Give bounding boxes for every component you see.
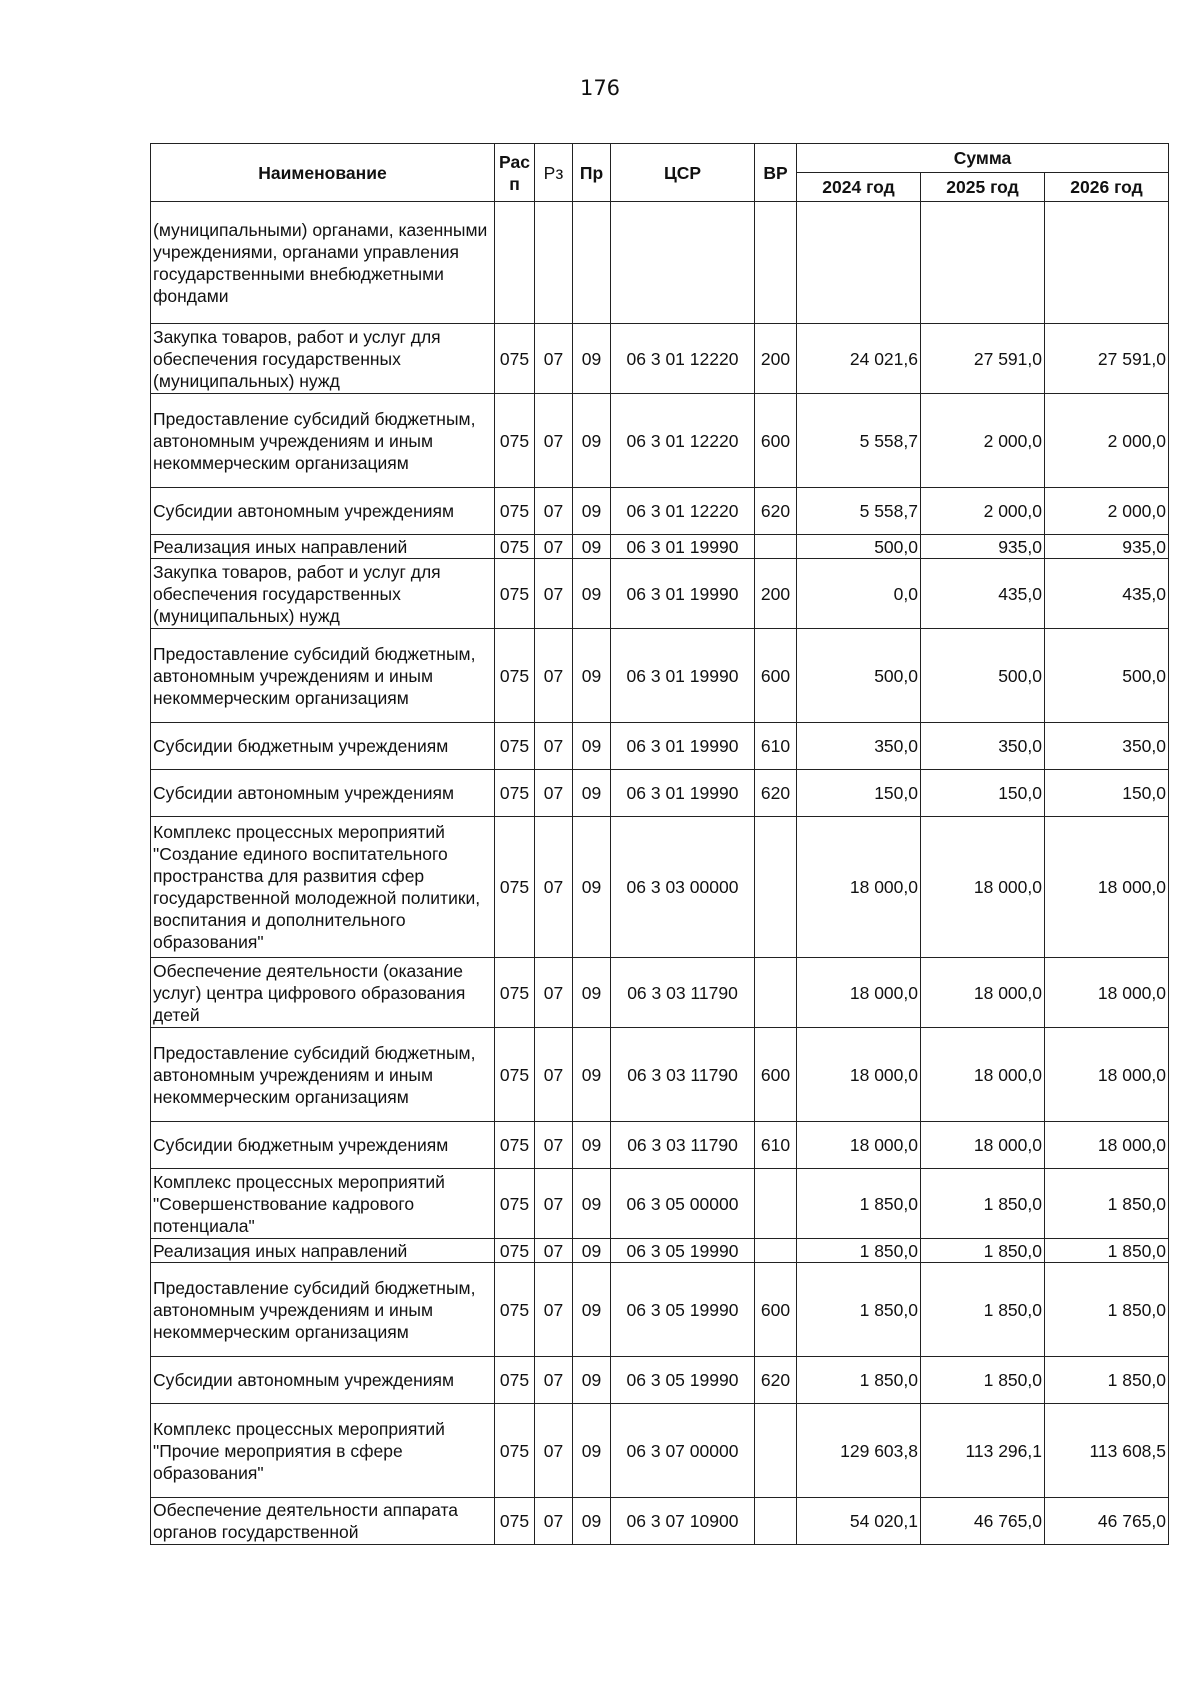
row-vr-cell: 620 [755, 1357, 797, 1404]
row-csr-cell [611, 202, 755, 324]
row-sum-2025-cell: 18 000,0 [921, 817, 1045, 958]
row-sum-2025-cell: 18 000,0 [921, 958, 1045, 1028]
row-name-cell: Субсидии бюджетным учреждениям [151, 1122, 495, 1169]
row-sum-2026-cell: 500,0 [1045, 629, 1169, 723]
row-rz-cell: 07 [535, 1028, 573, 1122]
row-sum-2025-cell: 2 000,0 [921, 488, 1045, 535]
header-year-2026: 2026 год [1045, 173, 1169, 202]
header-summa: Сумма [797, 144, 1169, 173]
row-rz-cell: 07 [535, 559, 573, 629]
row-sum-2024-cell: 0,0 [797, 559, 921, 629]
row-name-cell: Предоставление субсидий бюджетным, автономным учреждениям и иным некоммерческим организациям [151, 1028, 495, 1122]
row-sum-2026-cell: 1 850,0 [1045, 1263, 1169, 1357]
row-name-cell: Реализация иных направлений [151, 1239, 495, 1263]
row-vr-cell [755, 1404, 797, 1498]
row-name-cell: Субсидии автономным учреждениям [151, 770, 495, 817]
row-sum-2024-cell: 129 603,8 [797, 1404, 921, 1498]
row-name-cell: Закупка товаров, работ и услуг для обеспечения государственных (муниципальных) нужд [151, 559, 495, 629]
row-sum-2026-cell: 113 608,5 [1045, 1404, 1169, 1498]
row-name-cell: Реализация иных направлений [151, 535, 495, 559]
row-sum-2025-cell: 27 591,0 [921, 324, 1045, 394]
row-rasp-cell: 075 [495, 488, 535, 535]
row-sum-2024-cell: 1 850,0 [797, 1357, 921, 1404]
table-row [151, 559, 1169, 629]
header-rasp-line1: Рас [499, 151, 530, 172]
row-rz-cell: 07 [535, 535, 573, 559]
row-vr-cell: 600 [755, 394, 797, 488]
row-vr-cell [755, 535, 797, 559]
row-rasp-cell: 075 [495, 723, 535, 770]
row-pr-cell: 09 [573, 535, 611, 559]
row-sum-2024-cell: 1 850,0 [797, 1239, 921, 1263]
table-row [151, 1498, 1169, 1545]
row-csr-cell: 06 3 03 00000 [611, 817, 755, 958]
row-rasp-cell [495, 202, 535, 324]
row-rz-cell: 07 [535, 324, 573, 394]
row-pr-cell: 09 [573, 629, 611, 723]
row-pr-cell: 09 [573, 394, 611, 488]
row-csr-cell: 06 3 05 19990 [611, 1263, 755, 1357]
row-vr-cell: 600 [755, 629, 797, 723]
row-vr-cell: 600 [755, 1028, 797, 1122]
row-rasp-cell: 075 [495, 958, 535, 1028]
row-rasp-cell: 075 [495, 1169, 535, 1239]
row-pr-cell: 09 [573, 1357, 611, 1404]
row-vr-cell: 600 [755, 1263, 797, 1357]
table-row [151, 629, 1169, 723]
row-vr-cell: 610 [755, 1122, 797, 1169]
row-sum-2024-cell: 5 558,7 [797, 488, 921, 535]
row-csr-cell: 06 3 05 19990 [611, 1239, 755, 1263]
row-sum-2025-cell: 1 850,0 [921, 1263, 1045, 1357]
row-name-cell: Комплекс процессных мероприятий "Совершенствование кадрового потенциала" [151, 1169, 495, 1239]
row-sum-2025-cell: 1 850,0 [921, 1169, 1045, 1239]
page-number: 176 [579, 76, 621, 100]
row-pr-cell: 09 [573, 1404, 611, 1498]
row-pr-cell: 09 [573, 559, 611, 629]
row-name-cell: Предоставление субсидий бюджетным, автономным учреждениям и иным некоммерческим организациям [151, 1263, 495, 1357]
table-row [151, 770, 1169, 817]
row-sum-2026-cell: 2 000,0 [1045, 394, 1169, 488]
row-rz-cell: 07 [535, 723, 573, 770]
row-sum-2025-cell: 1 850,0 [921, 1239, 1045, 1263]
row-rasp-cell: 075 [495, 1263, 535, 1357]
row-sum-2025-cell: 2 000,0 [921, 394, 1045, 488]
table-row [151, 1404, 1169, 1498]
row-sum-2026-cell: 18 000,0 [1045, 817, 1169, 958]
header-rasp-line2: п [509, 173, 520, 194]
row-pr-cell: 09 [573, 324, 611, 394]
row-vr-cell [755, 817, 797, 958]
row-vr-cell [755, 1498, 797, 1545]
row-sum-2024-cell: 5 558,7 [797, 394, 921, 488]
row-rz-cell: 07 [535, 1498, 573, 1545]
row-rz-cell: 07 [535, 629, 573, 723]
row-name-cell: Обеспечение деятельности аппарата органов государственной [151, 1498, 495, 1545]
row-sum-2026-cell: 2 000,0 [1045, 488, 1169, 535]
row-vr-cell [755, 202, 797, 324]
row-pr-cell: 09 [573, 1028, 611, 1122]
row-sum-2024-cell: 500,0 [797, 629, 921, 723]
row-sum-2026-cell: 1 850,0 [1045, 1169, 1169, 1239]
row-pr-cell: 09 [573, 1239, 611, 1263]
row-vr-cell: 200 [755, 559, 797, 629]
row-sum-2026-cell: 1 850,0 [1045, 1239, 1169, 1263]
row-sum-2024-cell [797, 202, 921, 324]
table-row [151, 394, 1169, 488]
row-rasp-cell: 075 [495, 817, 535, 958]
row-rasp-cell: 075 [495, 1122, 535, 1169]
row-csr-cell: 06 3 01 12220 [611, 394, 755, 488]
header-pr: Пр [573, 144, 611, 202]
row-rz-cell: 07 [535, 1239, 573, 1263]
row-pr-cell: 09 [573, 1263, 611, 1357]
row-sum-2026-cell: 18 000,0 [1045, 958, 1169, 1028]
row-sum-2025-cell: 18 000,0 [921, 1122, 1045, 1169]
row-rz-cell [535, 202, 573, 324]
row-sum-2025-cell: 500,0 [921, 629, 1045, 723]
row-csr-cell: 06 3 03 11790 [611, 958, 755, 1028]
row-rz-cell: 07 [535, 1169, 573, 1239]
row-sum-2024-cell: 150,0 [797, 770, 921, 817]
row-vr-cell [755, 1239, 797, 1263]
row-sum-2025-cell: 350,0 [921, 723, 1045, 770]
table-row [151, 817, 1169, 958]
row-name-cell: Субсидии автономным учреждениям [151, 488, 495, 535]
row-csr-cell: 06 3 01 19990 [611, 629, 755, 723]
row-pr-cell: 09 [573, 723, 611, 770]
row-sum-2024-cell: 1 850,0 [797, 1169, 921, 1239]
row-csr-cell: 06 3 05 00000 [611, 1169, 755, 1239]
row-sum-2026-cell: 150,0 [1045, 770, 1169, 817]
table-row [151, 958, 1169, 1028]
row-csr-cell: 06 3 07 00000 [611, 1404, 755, 1498]
row-csr-cell: 06 3 03 11790 [611, 1122, 755, 1169]
row-pr-cell: 09 [573, 817, 611, 958]
row-rasp-cell: 075 [495, 1498, 535, 1545]
table-row [151, 1169, 1169, 1239]
row-csr-cell: 06 3 03 11790 [611, 1028, 755, 1122]
row-sum-2024-cell: 18 000,0 [797, 817, 921, 958]
row-rz-cell: 07 [535, 1263, 573, 1357]
table-row [151, 1122, 1169, 1169]
row-name-cell: Закупка товаров, работ и услуг для обеспечения государственных (муниципальных) нужд [151, 324, 495, 394]
row-sum-2025-cell [921, 202, 1045, 324]
row-sum-2025-cell: 435,0 [921, 559, 1045, 629]
row-name-cell: Предоставление субсидий бюджетным, автономным учреждениям и иным некоммерческим организациям [151, 629, 495, 723]
row-name-cell: Субсидии бюджетным учреждениям [151, 723, 495, 770]
table-row [151, 488, 1169, 535]
table-row [151, 1357, 1169, 1404]
header-year-2024: 2024 год [797, 173, 921, 202]
row-csr-cell: 06 3 01 19990 [611, 559, 755, 629]
row-sum-2024-cell: 1 850,0 [797, 1263, 921, 1357]
row-rz-cell: 07 [535, 488, 573, 535]
row-sum-2024-cell: 500,0 [797, 535, 921, 559]
table-row [151, 1028, 1169, 1122]
row-sum-2025-cell: 46 765,0 [921, 1498, 1045, 1545]
row-pr-cell [573, 202, 611, 324]
table-row [151, 535, 1169, 559]
row-vr-cell: 610 [755, 723, 797, 770]
row-pr-cell: 09 [573, 1498, 611, 1545]
row-vr-cell: 200 [755, 324, 797, 394]
row-vr-cell: 620 [755, 488, 797, 535]
row-rz-cell: 07 [535, 817, 573, 958]
budget-table [150, 143, 1169, 1545]
row-sum-2026-cell: 46 765,0 [1045, 1498, 1169, 1545]
row-rz-cell: 07 [535, 1357, 573, 1404]
row-csr-cell: 06 3 05 19990 [611, 1357, 755, 1404]
table-row [151, 324, 1169, 394]
row-rasp-cell: 075 [495, 394, 535, 488]
row-pr-cell: 09 [573, 488, 611, 535]
table-row [151, 202, 1169, 324]
row-rasp-cell: 075 [495, 1404, 535, 1498]
row-sum-2026-cell: 18 000,0 [1045, 1028, 1169, 1122]
row-sum-2025-cell: 113 296,1 [921, 1404, 1045, 1498]
row-sum-2025-cell: 1 850,0 [921, 1357, 1045, 1404]
header-rz: Рз [535, 144, 573, 202]
row-sum-2026-cell: 350,0 [1045, 723, 1169, 770]
row-sum-2026-cell: 18 000,0 [1045, 1122, 1169, 1169]
row-name-cell: Предоставление субсидий бюджетным, автономным учреждениям и иным некоммерческим организациям [151, 394, 495, 488]
row-rasp-cell: 075 [495, 629, 535, 723]
row-vr-cell [755, 1169, 797, 1239]
row-csr-cell: 06 3 01 12220 [611, 488, 755, 535]
row-rz-cell: 07 [535, 1122, 573, 1169]
row-csr-cell: 06 3 01 19990 [611, 535, 755, 559]
row-name-cell: Комплекс процессных мероприятий "Создание единого воспитательного пространства для развития сфер государственной молодежной политики, воспитания и дополнительного образования" [151, 817, 495, 958]
row-sum-2025-cell: 935,0 [921, 535, 1045, 559]
row-sum-2024-cell: 18 000,0 [797, 1028, 921, 1122]
row-sum-2024-cell: 24 021,6 [797, 324, 921, 394]
row-pr-cell: 09 [573, 1122, 611, 1169]
row-vr-cell [755, 958, 797, 1028]
row-csr-cell: 06 3 01 19990 [611, 770, 755, 817]
row-rasp-cell: 075 [495, 535, 535, 559]
header-rasp [495, 144, 535, 202]
header-name: Наименование [151, 144, 495, 202]
row-csr-cell: 06 3 01 19990 [611, 723, 755, 770]
row-rz-cell: 07 [535, 958, 573, 1028]
row-name-cell: Обеспечение деятельности (оказание услуг) центра цифрового образования детей [151, 958, 495, 1028]
row-sum-2026-cell: 1 850,0 [1045, 1357, 1169, 1404]
table-row [151, 1263, 1169, 1357]
header-csr: ЦСР [611, 144, 755, 202]
row-rasp-cell: 075 [495, 1239, 535, 1263]
row-sum-2025-cell: 18 000,0 [921, 1028, 1045, 1122]
row-rz-cell: 07 [535, 1404, 573, 1498]
row-sum-2026-cell: 27 591,0 [1045, 324, 1169, 394]
row-name-cell: Субсидии автономным учреждениям [151, 1357, 495, 1404]
row-pr-cell: 09 [573, 770, 611, 817]
row-rasp-cell: 075 [495, 324, 535, 394]
row-rasp-cell: 075 [495, 559, 535, 629]
row-sum-2026-cell: 935,0 [1045, 535, 1169, 559]
row-csr-cell: 06 3 07 10900 [611, 1498, 755, 1545]
row-name-cell: Комплекс процессных мероприятий "Прочие мероприятия в сфере образования" [151, 1404, 495, 1498]
row-vr-cell: 620 [755, 770, 797, 817]
row-sum-2024-cell: 350,0 [797, 723, 921, 770]
row-sum-2024-cell: 18 000,0 [797, 1122, 921, 1169]
table-body [151, 202, 1169, 1545]
row-sum-2026-cell [1045, 202, 1169, 324]
row-rz-cell: 07 [535, 770, 573, 817]
row-sum-2026-cell: 435,0 [1045, 559, 1169, 629]
row-pr-cell: 09 [573, 1169, 611, 1239]
header-year-2025: 2025 год [921, 173, 1045, 202]
row-rasp-cell: 075 [495, 1028, 535, 1122]
row-csr-cell: 06 3 01 12220 [611, 324, 755, 394]
row-sum-2024-cell: 18 000,0 [797, 958, 921, 1028]
table-row [151, 1239, 1169, 1263]
row-rasp-cell: 075 [495, 1357, 535, 1404]
row-sum-2025-cell: 150,0 [921, 770, 1045, 817]
table-row [151, 723, 1169, 770]
row-rasp-cell: 075 [495, 770, 535, 817]
header-vr: ВР [755, 144, 797, 202]
row-pr-cell: 09 [573, 958, 611, 1028]
row-name-cell: (муниципальными) органами, казенными учреждениями, органами управления государственными внебюджетными фондами [151, 202, 495, 324]
row-sum-2024-cell: 54 020,1 [797, 1498, 921, 1545]
row-rz-cell: 07 [535, 394, 573, 488]
